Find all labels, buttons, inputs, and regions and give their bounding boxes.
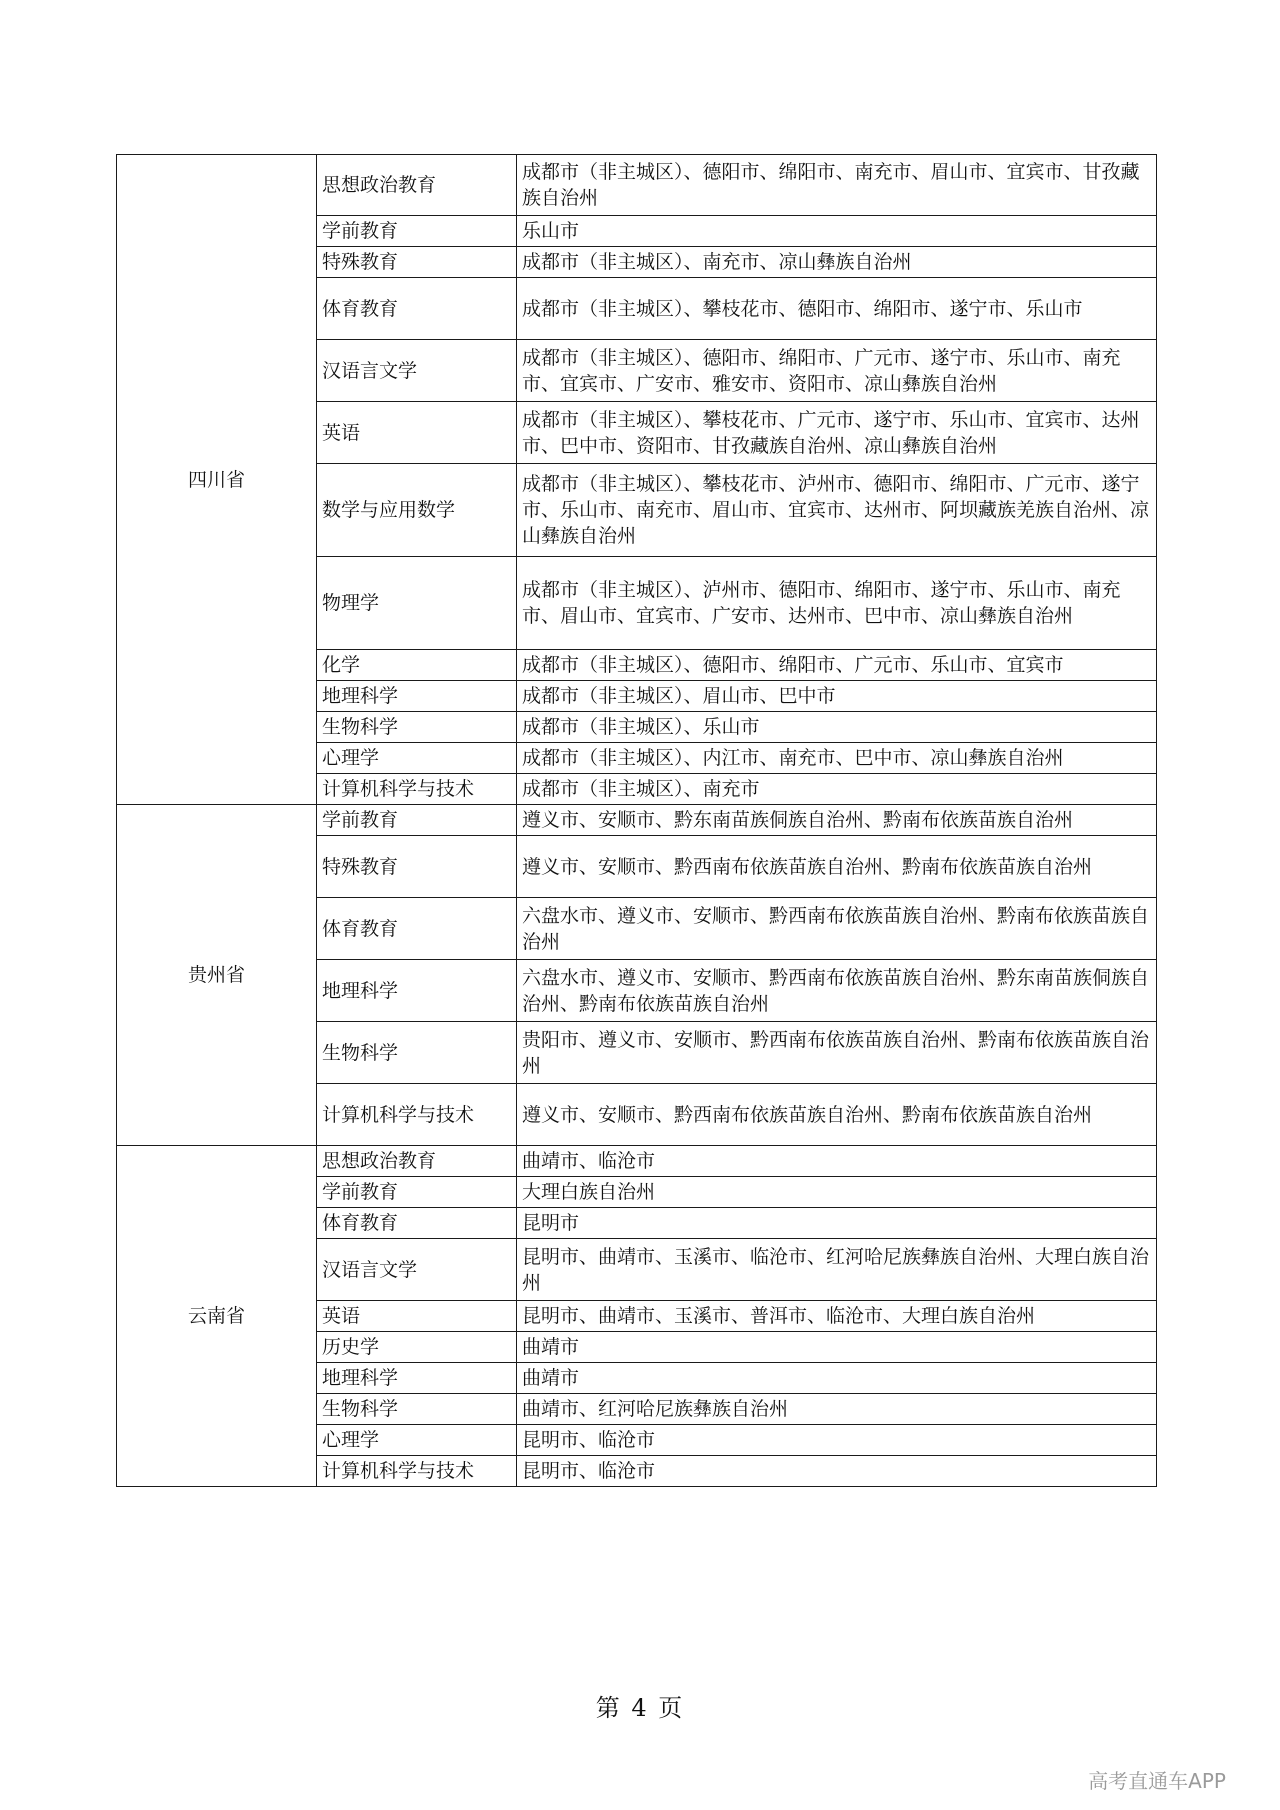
cities-cell: 成都市（非主城区）、乐山市 [517, 712, 1157, 743]
major-cell: 计算机科学与技术 [317, 774, 517, 805]
major-cell: 特殊教育 [317, 247, 517, 278]
watermark-text: 高考直通车APP [1088, 1769, 1226, 1793]
table-row [117, 155, 1157, 216]
cities-cell: 曲靖市 [517, 1332, 1157, 1363]
cities-cell: 乐山市 [517, 216, 1157, 247]
cities-cell: 昆明市 [517, 1208, 1157, 1239]
major-cell: 历史学 [317, 1332, 517, 1363]
major-cell: 化学 [317, 650, 517, 681]
major-cell: 学前教育 [317, 216, 517, 247]
cities-cell: 六盘水市、遵义市、安顺市、黔西南布依族苗族自治州、黔南布依族苗族自治州 [517, 898, 1157, 960]
cities-cell: 成都市（非主城区）、南充市、凉山彝族自治州 [517, 247, 1157, 278]
cities-cell: 大理白族自治州 [517, 1177, 1157, 1208]
table-body [117, 155, 1157, 1487]
major-cell: 汉语言文学 [317, 1239, 517, 1301]
province-cell: 贵州省 [117, 805, 317, 1146]
cities-cell: 昆明市、临沧市 [517, 1425, 1157, 1456]
major-cell: 心理学 [317, 743, 517, 774]
major-cell: 生物科学 [317, 712, 517, 743]
major-cell: 地理科学 [317, 681, 517, 712]
cities-cell: 曲靖市、红河哈尼族彝族自治州 [517, 1394, 1157, 1425]
cities-cell: 遵义市、安顺市、黔西南布依族苗族自治州、黔南布依族苗族自治州 [517, 1084, 1157, 1146]
major-cell: 生物科学 [317, 1394, 517, 1425]
cities-cell: 遵义市、安顺市、黔西南布依族苗族自治州、黔南布依族苗族自治州 [517, 836, 1157, 898]
province-cell: 四川省 [117, 155, 317, 805]
major-region-table [116, 154, 1157, 1487]
major-cell: 思想政治教育 [317, 155, 517, 216]
major-cell: 特殊教育 [317, 836, 517, 898]
cities-cell: 成都市（非主城区）、南充市 [517, 774, 1157, 805]
cities-cell: 成都市（非主城区）、泸州市、德阳市、绵阳市、遂宁市、乐山市、南充市、眉山市、宜宾市、广安市、达州市、巴中市、凉山彝族自治州 [517, 557, 1157, 650]
major-cell: 体育教育 [317, 898, 517, 960]
cities-cell: 贵阳市、遵义市、安顺市、黔西南布依族苗族自治州、黔南布依族苗族自治州 [517, 1022, 1157, 1084]
major-cell: 物理学 [317, 557, 517, 650]
table-row [117, 1146, 1157, 1177]
cities-cell: 成都市（非主城区）、德阳市、绵阳市、广元市、遂宁市、乐山市、南充市、宜宾市、广安市、雅安市、资阳市、凉山彝族自治州 [517, 340, 1157, 402]
major-cell: 心理学 [317, 1425, 517, 1456]
cities-cell: 昆明市、曲靖市、玉溪市、普洱市、临沧市、大理白族自治州 [517, 1301, 1157, 1332]
major-cell: 计算机科学与技术 [317, 1084, 517, 1146]
major-cell: 汉语言文学 [317, 340, 517, 402]
cities-cell: 六盘水市、遵义市、安顺市、黔西南布依族苗族自治州、黔东南苗族侗族自治州、黔南布依族苗族自治州 [517, 960, 1157, 1022]
table-row [117, 805, 1157, 836]
province-cell: 云南省 [117, 1146, 317, 1487]
cities-cell: 成都市（非主城区）、眉山市、巴中市 [517, 681, 1157, 712]
cities-cell: 成都市（非主城区）、内江市、南充市、巴中市、凉山彝族自治州 [517, 743, 1157, 774]
major-cell: 地理科学 [317, 960, 517, 1022]
major-cell: 英语 [317, 1301, 517, 1332]
cities-cell: 曲靖市 [517, 1363, 1157, 1394]
major-cell: 计算机科学与技术 [317, 1456, 517, 1487]
cities-cell: 成都市（非主城区）、攀枝花市、泸州市、德阳市、绵阳市、广元市、遂宁市、乐山市、南充市、眉山市、宜宾市、达州市、阿坝藏族羌族自治州、凉山彝族自治州 [517, 464, 1157, 557]
major-cell: 地理科学 [317, 1363, 517, 1394]
major-cell: 英语 [317, 402, 517, 464]
major-cell: 思想政治教育 [317, 1146, 517, 1177]
cities-cell: 成都市（非主城区）、攀枝花市、广元市、遂宁市、乐山市、宜宾市、达州市、巴中市、资阳市、甘孜藏族自治州、凉山彝族自治州 [517, 402, 1157, 464]
cities-cell: 遵义市、安顺市、黔东南苗族侗族自治州、黔南布依族苗族自治州 [517, 805, 1157, 836]
major-cell: 学前教育 [317, 1177, 517, 1208]
major-cell: 数学与应用数学 [317, 464, 517, 557]
cities-cell: 昆明市、临沧市 [517, 1456, 1157, 1487]
page-number: 第 4 页 [595, 1694, 685, 1722]
major-cell: 体育教育 [317, 1208, 517, 1239]
cities-cell: 成都市（非主城区）、德阳市、绵阳市、广元市、乐山市、宜宾市 [517, 650, 1157, 681]
major-cell: 学前教育 [317, 805, 517, 836]
major-cell: 生物科学 [317, 1022, 517, 1084]
cities-cell: 曲靖市、临沧市 [517, 1146, 1157, 1177]
major-cell: 体育教育 [317, 278, 517, 340]
cities-cell: 昆明市、曲靖市、玉溪市、临沧市、红河哈尼族彝族自治州、大理白族自治州 [517, 1239, 1157, 1301]
cities-cell: 成都市（非主城区）、攀枝花市、德阳市、绵阳市、遂宁市、乐山市 [517, 278, 1157, 340]
cities-cell: 成都市（非主城区）、德阳市、绵阳市、南充市、眉山市、宜宾市、甘孜藏族自治州 [517, 155, 1157, 216]
